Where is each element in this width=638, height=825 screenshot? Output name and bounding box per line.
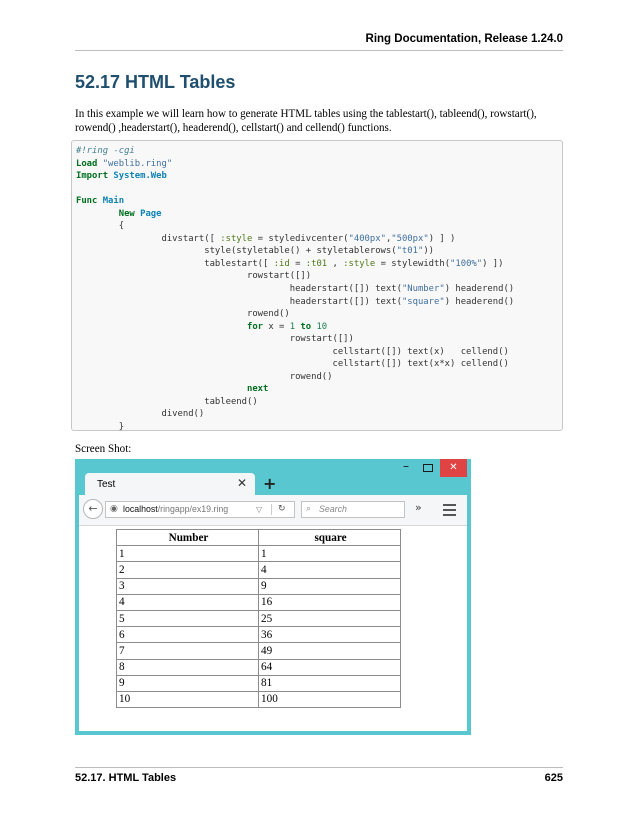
code-line: cellstart([]) text(x*x) cellend(): [76, 359, 509, 370]
cell-square: 100: [259, 691, 401, 707]
footer-section: 52.17. HTML Tables: [75, 772, 177, 784]
code-line: cellstart([]) text(x) cellend(): [76, 346, 509, 357]
cell-square: 64: [259, 659, 401, 675]
browser-toolbar: [79, 495, 467, 526]
cell-square: 9: [259, 578, 401, 594]
footer-rule: [75, 767, 563, 768]
search-input[interactable]: [301, 501, 405, 518]
cell-square: 1: [259, 546, 401, 562]
browser-window: [75, 459, 471, 735]
cell-number: 6: [117, 627, 259, 643]
running-header: Ring Documentation, Release 1.24.0: [365, 33, 563, 45]
cell-number: 5: [117, 610, 259, 626]
search-icon: ⌕: [306, 504, 312, 514]
reload-icon[interactable]: ↻: [278, 504, 286, 514]
cell-number: 7: [117, 643, 259, 659]
code-line: tablestart([ :id = :t01 , :style = stylewidth("100%") ]): [76, 258, 504, 269]
tab-title: Test: [97, 479, 116, 490]
table-row: [117, 643, 401, 659]
table-row: [117, 610, 401, 626]
code-line: divstart([ :style = styledivcenter("400px","500px") ] ): [76, 233, 456, 244]
overflow-icon[interactable]: »: [415, 501, 422, 514]
menu-icon[interactable]: [443, 504, 456, 519]
url-divider: [271, 504, 272, 515]
cell-number: 9: [117, 675, 259, 691]
table-row: [117, 659, 401, 675]
maximize-button[interactable]: [417, 459, 439, 477]
url-text: [123, 502, 228, 517]
cell-square: 49: [259, 643, 401, 659]
code-line: Import System.Web: [76, 171, 167, 182]
numbers-table: [116, 529, 401, 708]
cell-number: 8: [117, 659, 259, 675]
header-number: Number: [117, 530, 259, 546]
url-path: /ringapp/ex19.ring: [157, 504, 229, 514]
code-line: }: [76, 422, 125, 433]
code-block: [71, 140, 563, 431]
url-bar[interactable]: [105, 501, 295, 518]
globe-icon: ◉: [110, 504, 118, 514]
table-row: [117, 594, 401, 610]
table-row: [117, 627, 401, 643]
section-title: 52.17 HTML Tables: [75, 72, 236, 92]
intro-paragraph: In this example we will learn how to generate HTML tables using the tablestart(), tableend(), rowstart(), rowend() ,headerstart(), headerend(), cellstart() and cellend() functions.: [75, 108, 537, 134]
code-listing: [76, 145, 514, 434]
code-line: style(styletable() + styletablerows("t01")): [76, 246, 434, 257]
cell-number: 10: [117, 691, 259, 707]
code-line: headerstart([]) text("Number") headerend(): [76, 284, 515, 295]
code-line: rowend(): [76, 309, 290, 320]
maximize-icon: [423, 464, 433, 472]
table-row: [117, 675, 401, 691]
code-line: headerstart([]) text("square") headerend(): [76, 296, 515, 307]
table-header-row: [117, 530, 401, 546]
close-button[interactable]: ✕: [440, 459, 467, 477]
table-row: [117, 578, 401, 594]
search-placeholder: Search: [319, 504, 347, 514]
cell-square: 4: [259, 562, 401, 578]
url-host: localhost: [123, 504, 158, 514]
cell-number: 1: [117, 546, 259, 562]
table-row: [117, 691, 401, 707]
code-line: for x = 1 to 10: [246, 321, 328, 332]
header-rule: [75, 50, 563, 51]
cell-number: 3: [117, 578, 259, 594]
cell-square: 16: [259, 594, 401, 610]
cell-square: 36: [259, 627, 401, 643]
table-row: [117, 562, 401, 578]
tab-close-icon[interactable]: ✕: [236, 476, 247, 490]
code-line: divend(): [76, 409, 205, 420]
code-line: Func Main: [76, 196, 125, 207]
cell-number: 4: [117, 594, 259, 610]
table-row: [117, 546, 401, 562]
code-line: next: [246, 384, 269, 395]
cell-square: 81: [259, 675, 401, 691]
code-line: #!ring -cgi: [76, 146, 135, 156]
page-number: 625: [544, 772, 563, 784]
code-line: rowstart([]): [76, 334, 354, 345]
code-line: rowstart([]): [76, 271, 312, 282]
back-button[interactable]: ←: [83, 499, 103, 519]
code-line: tableend(): [76, 396, 258, 407]
cell-square: 25: [259, 610, 401, 626]
minimize-button[interactable]: –: [403, 459, 409, 473]
code-line: New Page: [118, 208, 162, 219]
code-line: rowend(): [76, 371, 333, 382]
cell-number: 2: [117, 562, 259, 578]
screenshot-label: Screen Shot:: [75, 443, 132, 455]
new-tab-button[interactable]: +: [263, 474, 277, 493]
code-line: {: [76, 221, 125, 232]
code-line: Load "weblib.ring": [76, 158, 173, 169]
page-content: [79, 526, 467, 731]
header-square: square: [259, 530, 401, 546]
browser-tab[interactable]: [85, 473, 255, 495]
history-dropdown-icon[interactable]: ▽: [256, 505, 263, 514]
